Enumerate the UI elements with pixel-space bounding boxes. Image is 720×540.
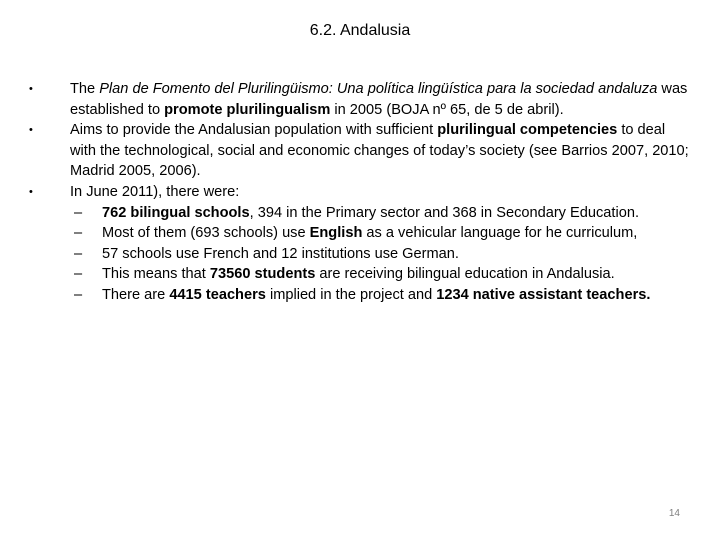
text-segment-bold: . bbox=[646, 286, 651, 303]
text-segment: Aims to provide the Andalusian population with sufficient bbox=[70, 122, 438, 139]
text-segment: as a vehicular language for he curriculum, bbox=[362, 225, 638, 242]
text-segment: , 394 in the Primary sector and 368 in Secondary Education. bbox=[249, 204, 640, 221]
bullet-item bbox=[29, 79, 690, 120]
text-segment: There are bbox=[102, 286, 170, 303]
text-segment: This means that bbox=[102, 266, 210, 283]
text-segment: Most of them (693 schools) use bbox=[102, 225, 310, 242]
text-segment-bold: 73560 students bbox=[209, 266, 316, 283]
text-segment-bold: 762 bilingual schools bbox=[102, 204, 250, 221]
text-segment-bold: English bbox=[309, 225, 363, 242]
text-segment-bold: promote plurilingualism bbox=[164, 101, 331, 118]
text-segment: 57 schools use French and 12 institutions use German. bbox=[102, 245, 459, 262]
sub-bullet-list bbox=[70, 203, 690, 306]
text-segment-bold: 4415 teachers bbox=[169, 286, 266, 303]
text-segment: are receiving bilingual education in Andalusia. bbox=[315, 266, 615, 283]
bullet-item bbox=[29, 120, 690, 182]
text-segment-bold: plurilingual competencies bbox=[437, 122, 618, 139]
text-segment: was established to bbox=[70, 81, 688, 118]
dash-marker: – bbox=[74, 286, 83, 303]
sub-bullet-item bbox=[74, 285, 690, 306]
bullet-marker: • bbox=[29, 185, 33, 198]
dash-marker: – bbox=[74, 225, 83, 242]
dash-marker: – bbox=[74, 245, 83, 262]
text-segment: In June 2011), there were: bbox=[70, 183, 240, 200]
page-number: 14 bbox=[668, 508, 680, 519]
text-segment-italic: Plan de Fomento del Plurilingüismo: Una política lingüística para la sociedad andaluza bbox=[99, 81, 658, 97]
sub-bullet-item bbox=[74, 264, 690, 285]
text-segment: The bbox=[70, 81, 100, 97]
text-segment: implied in the project and bbox=[265, 286, 437, 303]
bullet-item bbox=[29, 182, 690, 203]
text-segment: to deal with the technological, social and economic changes of today’s society (see Barrios 2007, 2010; Madrid 2005, 2006). bbox=[70, 122, 689, 180]
text-segment: in 2005 (BOJA nº 65, de 5 de abril). bbox=[330, 101, 564, 118]
dash-marker: – bbox=[74, 266, 83, 283]
sub-bullet-item bbox=[74, 244, 690, 265]
slide-title: 6.2. Andalusia bbox=[309, 22, 411, 39]
bullet-marker: • bbox=[29, 83, 33, 95]
sub-bullet-item bbox=[74, 223, 690, 244]
dash-marker: – bbox=[74, 204, 83, 221]
bullet-marker: • bbox=[29, 124, 33, 137]
sub-bullet-item bbox=[74, 203, 690, 224]
text-segment-bold: 1234 native assistant teachers bbox=[436, 286, 647, 303]
bullet-list bbox=[29, 79, 690, 306]
